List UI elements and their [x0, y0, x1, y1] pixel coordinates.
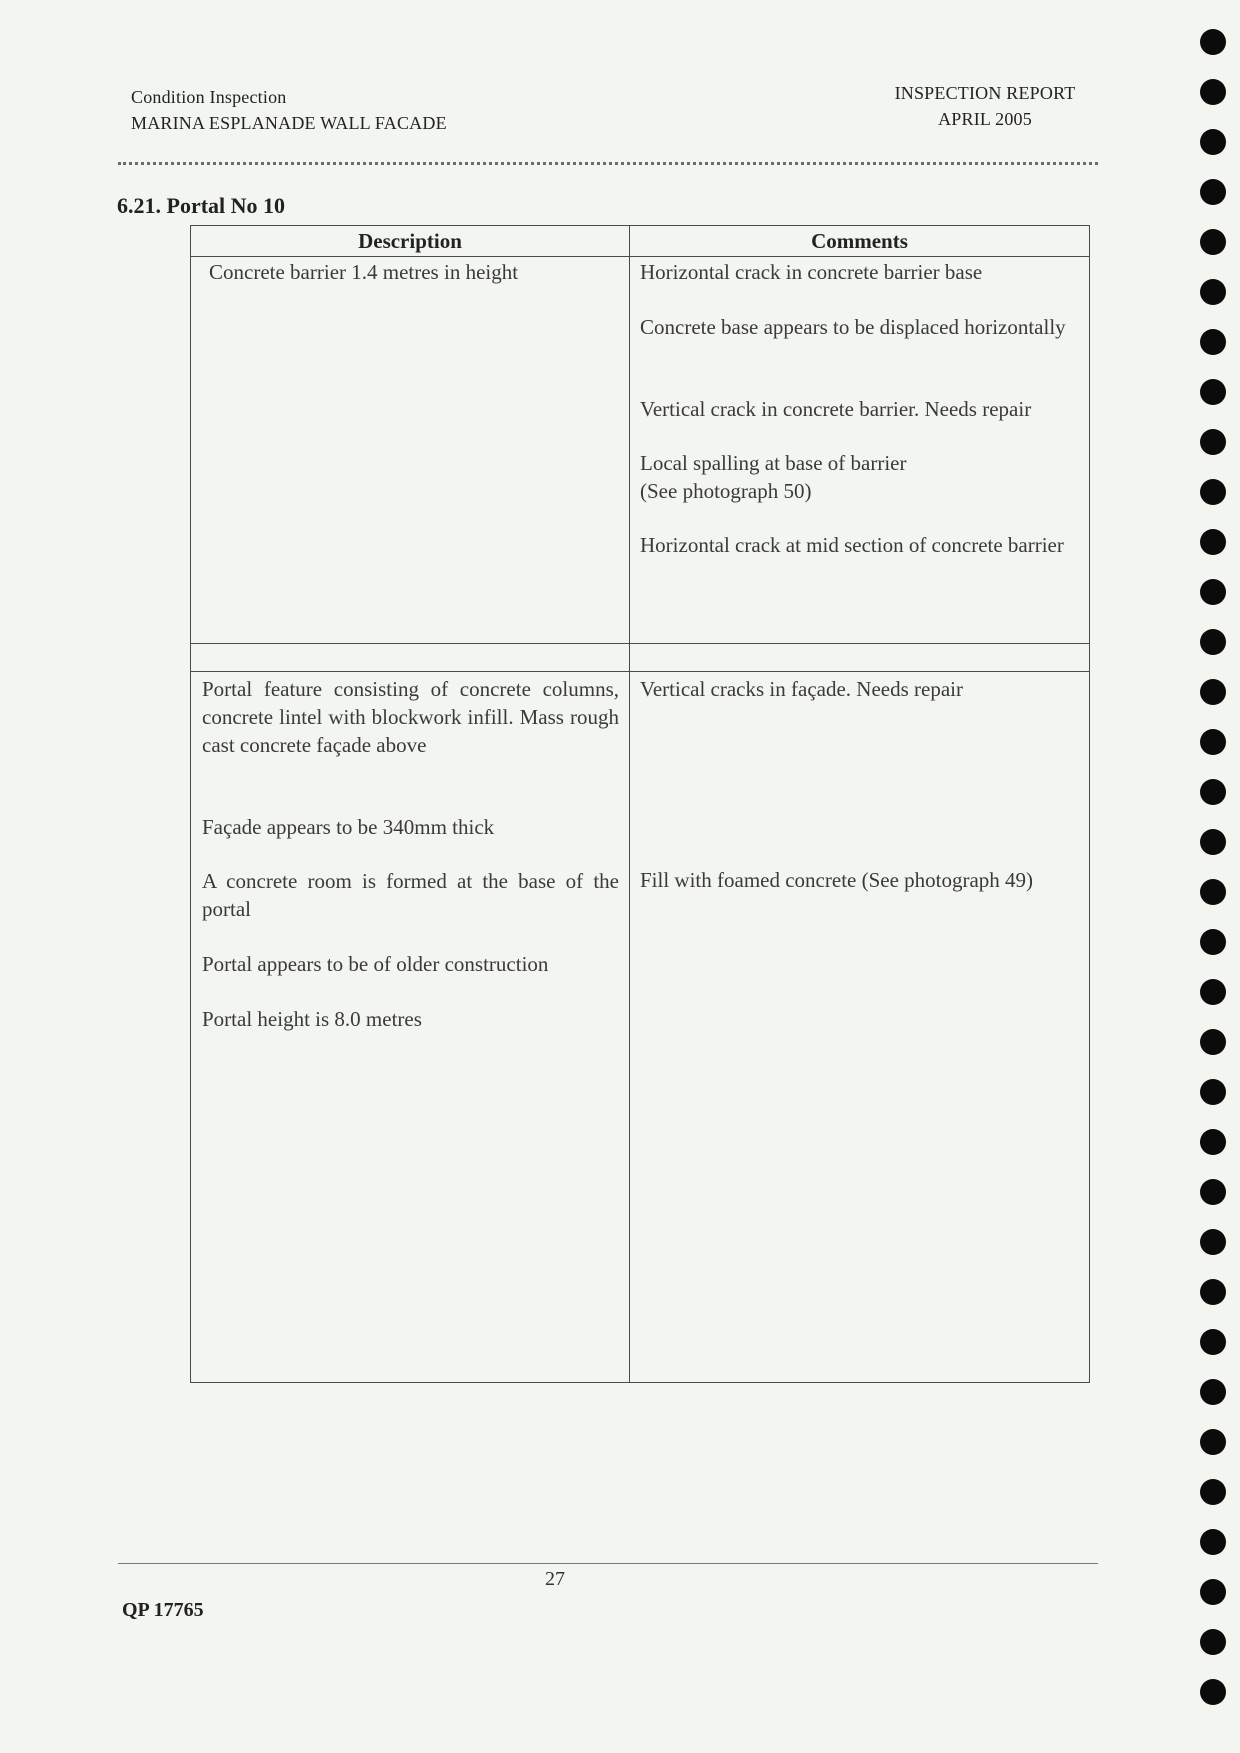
binder-hole: [1200, 329, 1226, 355]
binder-hole: [1200, 1179, 1226, 1205]
binder-hole: [1200, 879, 1226, 905]
row2-description: Portal height is 8.0 metres: [202, 1007, 422, 1031]
binder-hole: [1200, 1379, 1226, 1405]
binder-hole: [1200, 229, 1226, 255]
row1-comment: Horizontal crack at mid section of concrete barrier: [640, 533, 1064, 557]
binder-hole: [1200, 529, 1226, 555]
binder-hole: [1200, 379, 1226, 405]
section-title: 6.21. Portal No 10: [117, 193, 286, 218]
binder-hole: [1200, 1329, 1226, 1355]
binder-hole: [1200, 1429, 1226, 1455]
binder-hole: [1200, 1579, 1226, 1605]
binder-hole: [1200, 1079, 1226, 1105]
row2-description: Portal appears to be of older construction: [202, 952, 549, 976]
binder-hole: [1200, 479, 1226, 505]
binder-hole: [1200, 79, 1226, 105]
binder-hole: [1200, 1029, 1226, 1055]
column-header-description: Description: [358, 229, 462, 253]
header-doc-type: Condition Inspection: [131, 87, 287, 107]
header-report-title: INSPECTION REPORT: [894, 83, 1076, 103]
binder-hole: [1200, 1129, 1226, 1155]
binder-hole: [1200, 179, 1226, 205]
binder-hole: [1200, 1479, 1226, 1505]
binder-hole: [1200, 579, 1226, 605]
binder-hole: [1200, 1279, 1226, 1305]
document-reference: QP 17765: [122, 1599, 204, 1621]
footer-divider: [118, 1563, 1098, 1564]
row1-comment: Local spalling at base of barrier: [640, 451, 907, 475]
column-header-comments: Comments: [811, 229, 908, 253]
table-column-divider: [629, 225, 630, 1383]
binder-hole: [1200, 129, 1226, 155]
binder-hole: [1200, 929, 1226, 955]
table-header-divider: [190, 256, 1090, 257]
row2-comment: Vertical cracks in façade. Needs repair: [640, 677, 963, 701]
binder-hole: [1200, 779, 1226, 805]
header-project-name: MARINA ESPLANADE WALL FACADE: [131, 113, 447, 133]
header-report-date: APRIL 2005: [938, 109, 1032, 129]
binder-hole: [1200, 629, 1226, 655]
binder-hole: [1200, 279, 1226, 305]
table-row-divider: [190, 643, 1090, 644]
row2-description: A concrete room is formed at the base of the portal: [202, 869, 619, 921]
binder-hole: [1200, 979, 1226, 1005]
row1-description: Concrete barrier 1.4 metres in height: [209, 260, 519, 284]
binder-hole: [1200, 679, 1226, 705]
binder-hole: [1200, 1629, 1226, 1655]
header-right: [880, 80, 1090, 132]
binder-hole: [1200, 1679, 1226, 1705]
row2-comment: Fill with foamed concrete (See photograph 49): [640, 868, 1034, 892]
row1-comment: Horizontal crack in concrete barrier base: [640, 260, 983, 284]
binder-hole: [1200, 729, 1226, 755]
row2-description: Façade appears to be 340mm thick: [202, 815, 495, 839]
binder-hole: [1200, 829, 1226, 855]
row1-comment: Concrete base appears to be displaced horizontally: [640, 315, 1066, 339]
binder-hole: [1200, 1229, 1226, 1255]
row1-comment: (See photograph 50): [640, 479, 812, 503]
page-number: 27: [545, 1568, 565, 1590]
row1-comment: Vertical crack in concrete barrier. Needs repair: [640, 397, 1032, 421]
binder-hole: [1200, 429, 1226, 455]
header-divider: [118, 162, 1098, 165]
binder-hole: [1200, 1529, 1226, 1555]
row2-description: Portal feature consisting of concrete columns, concrete lintel with blockwork infill. Mass rough cast concrete façade above: [202, 677, 619, 757]
binder-hole: [1200, 29, 1226, 55]
header-left: [131, 84, 447, 136]
table-row-divider: [190, 671, 1090, 672]
